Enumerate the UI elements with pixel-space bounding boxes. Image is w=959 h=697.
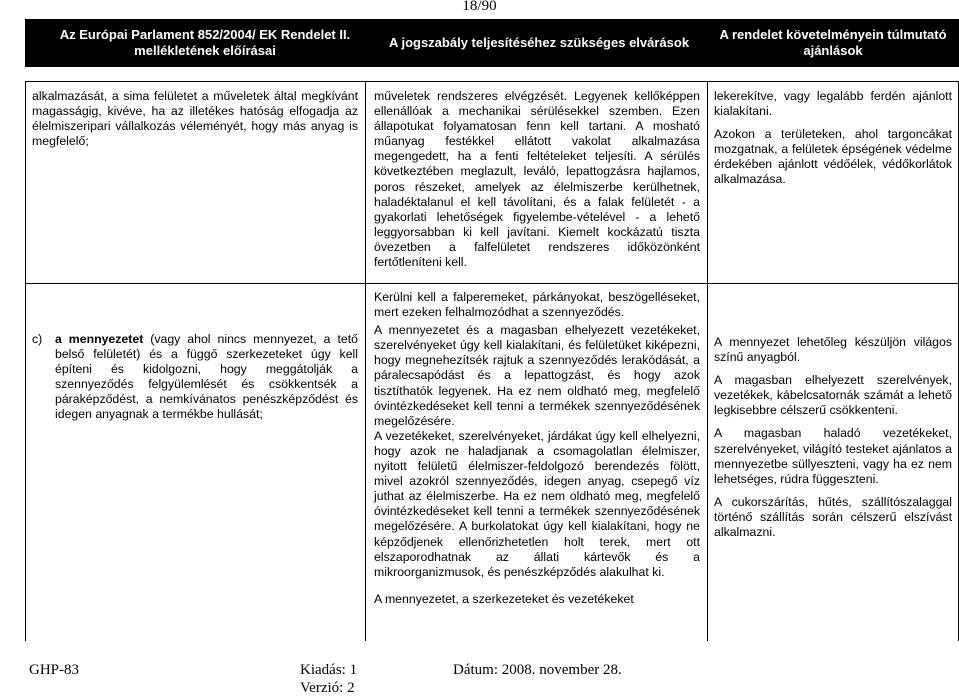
item-keyword: a mennyezetet: [55, 332, 144, 346]
item-label: c): [32, 332, 43, 346]
row1-regulation-text: alkalmazását, a sima felületet a műveletek által megkívánt magasságig, kivéve, ha az illetékes hatóság elfogadja az élelmiszeripari vállalkozás véleményét, hogy más anyag is megfelelő;: [32, 89, 358, 149]
footer-document-code: GHP-83: [29, 662, 80, 678]
column-divider-1: [365, 81, 366, 641]
row2-regulation-item: c) a mennyezetet (vagy ahol nincs mennyezet, a tető belső felületét) és a függő szerkezeteket úgy kell építeni és kidolgozni, hogy meggátolják a szennyeződés felgyülemlését és csökkentsék a páraképződést, a nemkívánatos penészképződést és idegen anyagnak a termékbe hullását;: [32, 332, 358, 422]
table-top-border: [25, 81, 959, 82]
footer-version: Verzió: 2: [300, 680, 355, 696]
row1-recommendations-text: lekerekítve, vagy legalább ferdén ajánlott kialakítani. Azokon a területeken, ahol targoncákat mozgatnak, a felületek épségének védelme érdekében ajánlott védőélek, védőkorlátok alkalmazása.: [714, 89, 952, 187]
row-divider: [25, 283, 959, 284]
row2-requirements-text: Kerülni kell a falperemeket, párkányokat, beszögelléseket, mert ezeken felhalmozódhat a szennyeződés. A mennyezetet és a magasban elhelyezett vezetékeket, szerelvényeket úgy kell kialakítani, és felületüket kiképezni, hogy megnehezítsék rajtuk a szennyeződés lerakódását, a páralecsapódást és a lepattogzást, és hogy azok tisztíthatók legyenek. Ha ez nem oldható meg, megfelelő óvintézkedéseket kell tenni a termékek szennyeződésének megelőzésére. A vezetékeket, szerelvényeket, járdákat úgy kell elhelyezni, hogy azok ne haladjanak a csomagolatlan élelmiszer, nyitott felületű élelmiszer-feldolgozó berendezés fölött, mivel azokról szennyeződés, idegen anyag, csepegő víz juthat az élelmiszerbe. Ha ez nem oldható meg, megfelelő óvintézkedéseket kell tenni a termékek szennyeződésének megelőzésére. A burkolatokat úgy kell kialakítani, hogy ne képződjenek ellenőrizhetetlen holt terek, mert ott elszaporodhatnak az állati kártevők és a mikroorganizmusok, és penészképződés alakulhat ki. A mennyezetet, a szerkezeteket és vezetékeket: [374, 290, 700, 606]
table-left-border: [25, 81, 26, 641]
footer-date: Dátum: 2008. november 28.: [453, 662, 622, 678]
page-number: 18/90: [462, 0, 497, 14]
row1-requirements-text: műveletek rendszeres elvégzését. Legyenek kellőképpen ellenállóak a mechanikai sérülésekkel szemben. Ezen állapotukat folyamatosan fenn kell tartani. A mosható műanyag festékkel ellátott vakolat alkalmazása megengedett, ha a fenti feltételeket teljesíti. A sérülés következtében meglazult, leváló, lepattogzásra hajlamos, poros részeket, amelyek az élelmiszerbe kerülhetnek, haladéktalanul el kell távolítani, és a falak felületét - a gyakorlati lehetőségek figyelembe-vételével - a lehető leggyorsabban ki kell javítani. Kiemelt kockázatú tiszta övezetben a falfelületet rendszeres időközönként fertőtleníteni kell.: [374, 89, 700, 270]
header-col-requirements: A jogszabály teljesítéséhez szükséges elvárások: [388, 35, 690, 50]
header-col-regulation: Az Európai Parlament 852/2004/ EK Rendelet II. mellékletének előírásai: [59, 27, 351, 58]
row2-recommendations-text: A mennyezet lehetőleg készüljön világos színű anyagból. A magasban elhelyezett szerelvények, vezetékek, kábelcsatornák számát a lehető legkisebbre célszerű csökkenteni. A magasban haladó vezetékeket, szerelvényeket, világító testeket ajánlatos a mennyezetbe süllyeszteni, vagy ha ez nem lehetséges, rúdra függeszteni. A cukorszárítás, hűtés, szállítószalaggal történő szállítás során célszerű elszívást alkalmazni.: [714, 335, 952, 540]
footer-issue: Kiadás: 1: [300, 662, 358, 678]
column-divider-2: [707, 81, 708, 641]
table-header: [25, 19, 959, 67]
header-col-recommendations: A rendelet követelményein túlmutató ajánlások: [719, 27, 947, 58]
